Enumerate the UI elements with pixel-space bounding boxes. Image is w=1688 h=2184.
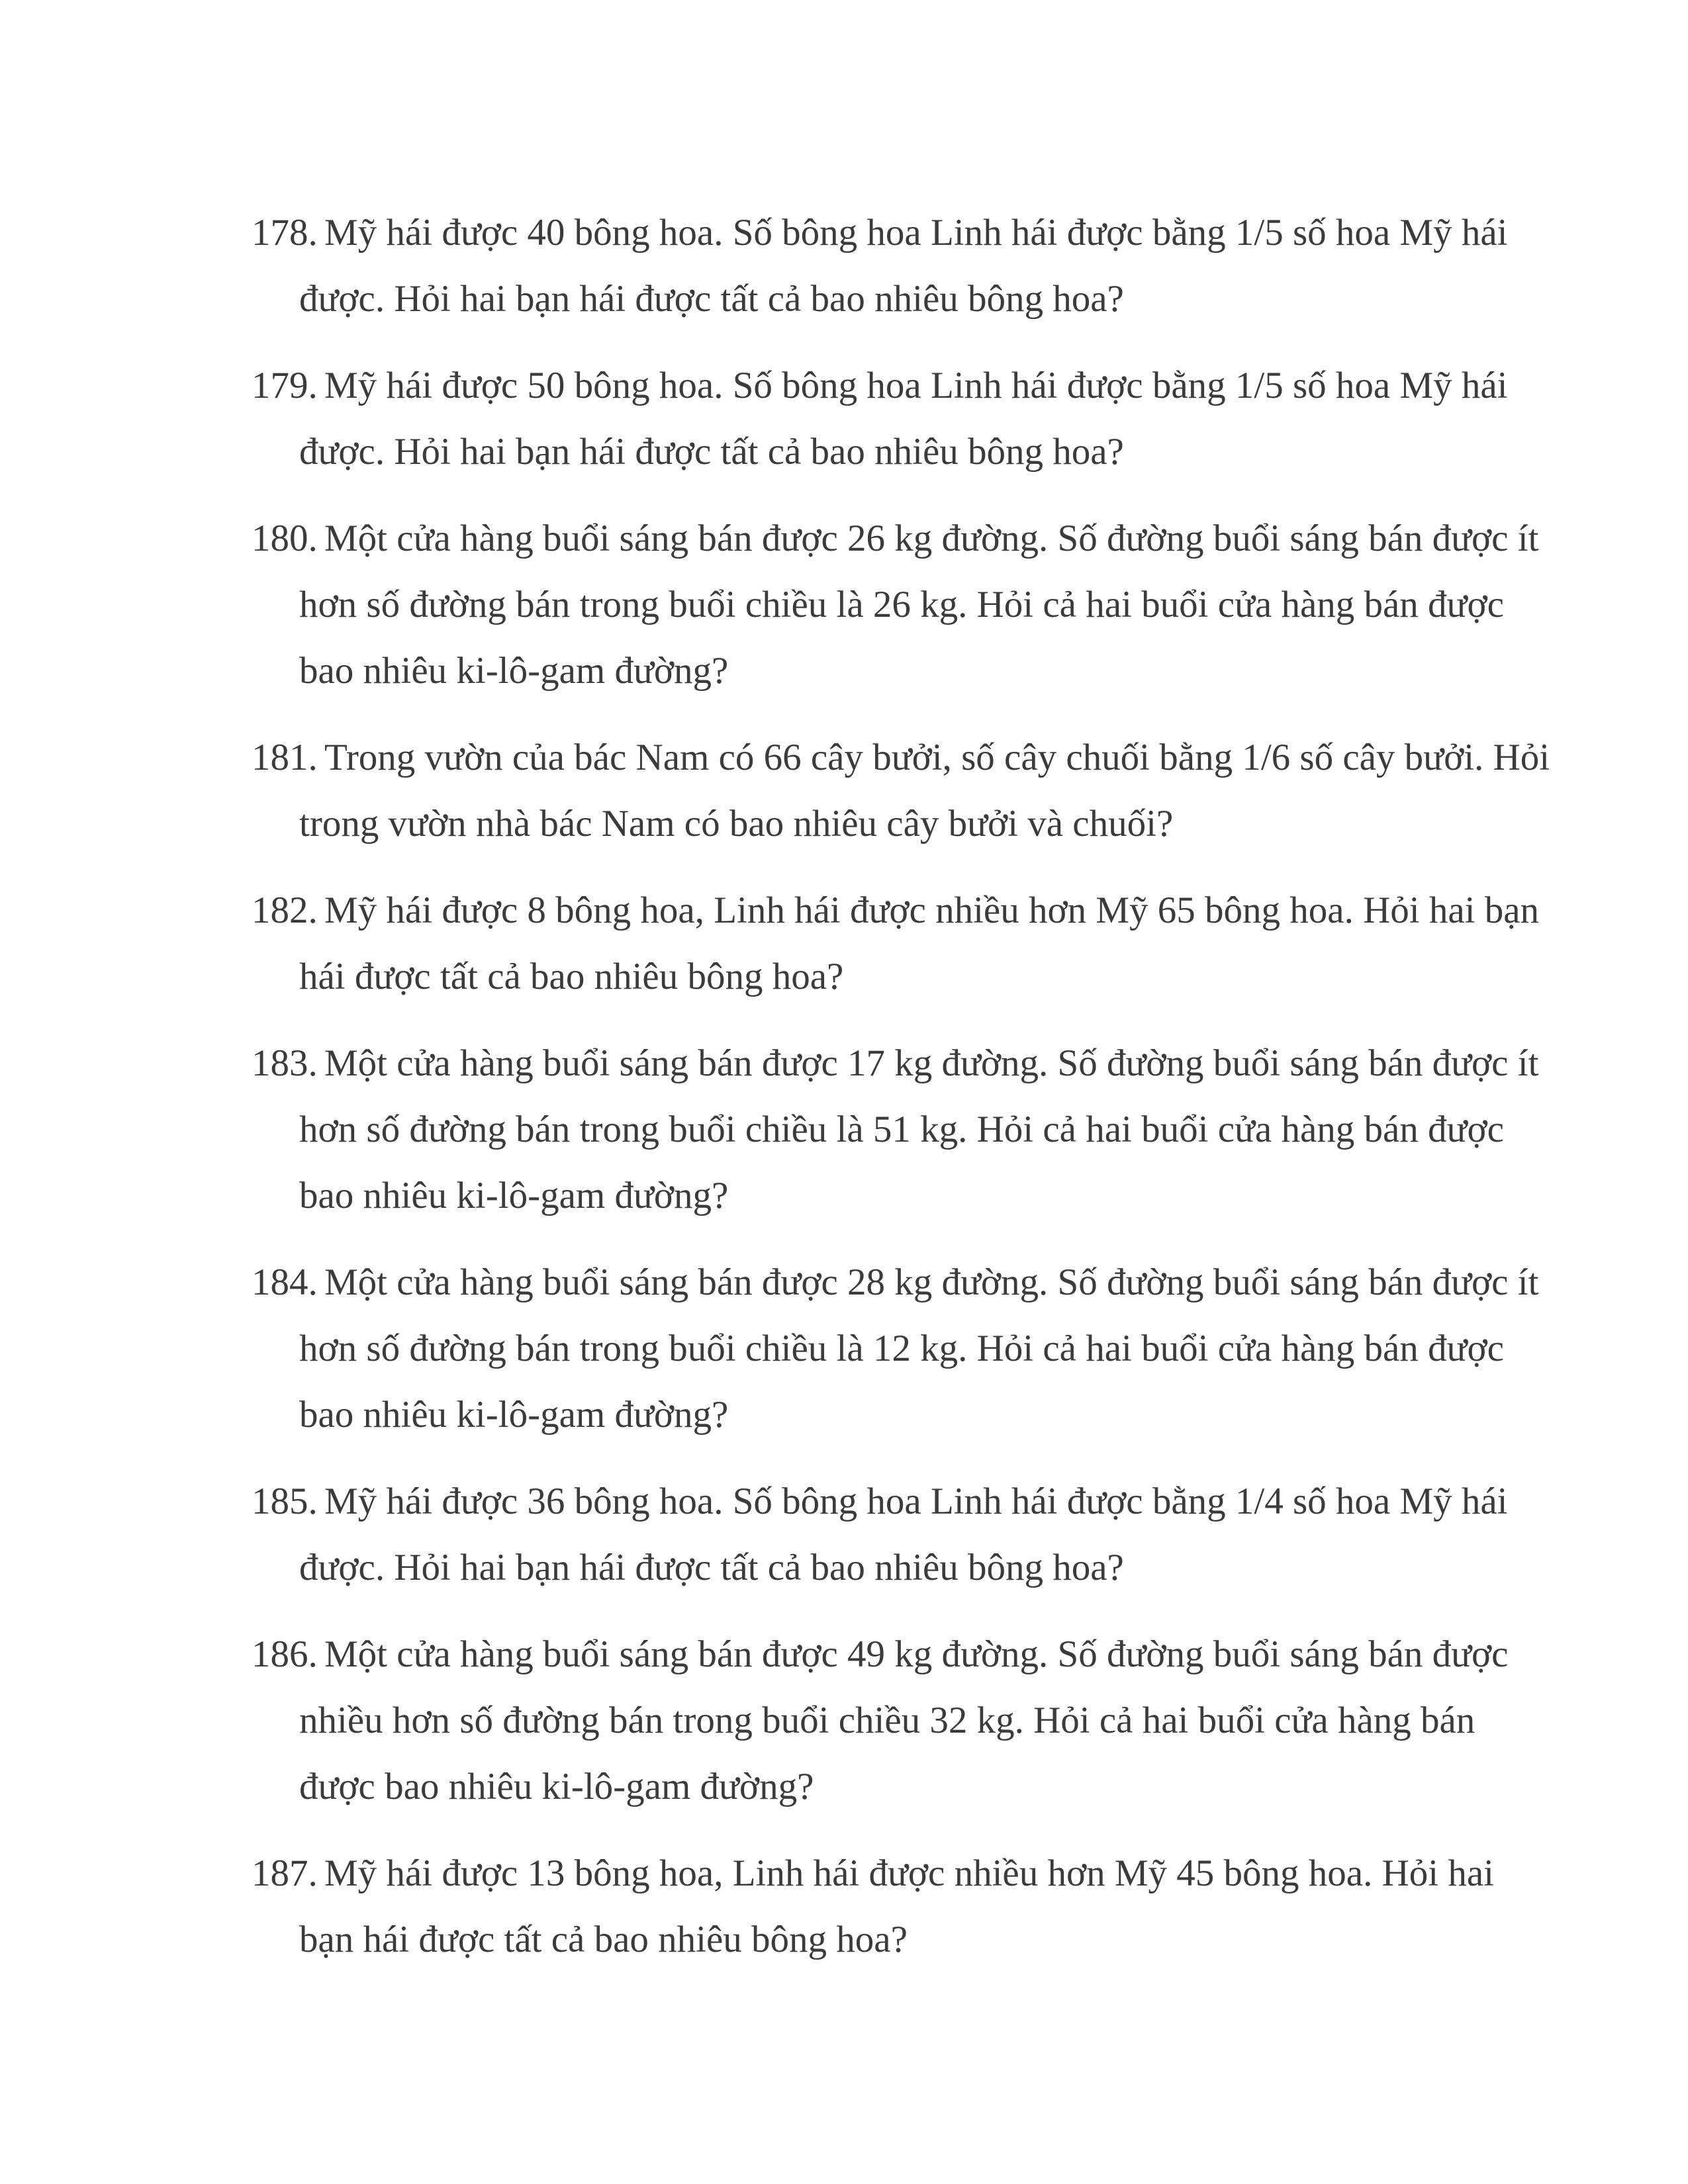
problem-list — [252, 200, 1550, 1993]
problem-item-185 — [252, 1469, 1508, 1601]
problem-number: 184. — [252, 1261, 318, 1303]
problem-line: hơn số đường bán trong buổi chiều là 12 kg. Hỏi cả hai buổi cửa hàng bán được — [299, 1328, 1504, 1369]
problem-item-183 — [252, 1030, 1539, 1229]
problem-line: Mỹ hái được 40 bông hoa. Số bông hoa Linh hái được bằng 1/5 số hoa Mỹ hái — [324, 212, 1508, 253]
problem-line: Mỹ hái được 13 bông hoa, Linh hái được nhiều hơn Mỹ 45 bông hoa. Hỏi hai — [324, 1852, 1494, 1894]
problem-line: bạn hái được tất cả bao nhiêu bông hoa? — [299, 1919, 908, 1960]
problem-item-178 — [252, 200, 1508, 332]
problem-line: Trong vườn của bác Nam có 66 cây bưởi, số cây chuối bằng 1/6 số cây bưởi. Hỏi — [324, 737, 1550, 778]
problem-item-186 — [252, 1621, 1509, 1820]
problem-line: trong vườn nhà bác Nam có bao nhiêu cây bưởi và chuối? — [299, 803, 1174, 844]
problem-line: bao nhiêu ki-lô-gam đường? — [299, 650, 729, 692]
problem-line: được. Hỏi hai bạn hái được tất cả bao nhiêu bông hoa? — [299, 278, 1124, 320]
problem-number: 179. — [252, 365, 318, 406]
problem-number: 185. — [252, 1480, 318, 1522]
problem-line: bao nhiêu ki-lô-gam đường? — [299, 1394, 729, 1435]
problem-line: Một cửa hàng buổi sáng bán được 49 kg đường. Số đường buổi sáng bán được — [324, 1633, 1509, 1675]
problem-number: 187. — [252, 1852, 318, 1894]
problem-line: Một cửa hàng buổi sáng bán được 28 kg đường. Số đường buổi sáng bán được ít — [324, 1261, 1539, 1303]
problem-number: 183. — [252, 1042, 318, 1084]
problem-line: bao nhiêu ki-lô-gam đường? — [299, 1175, 729, 1216]
problem-line: Mỹ hái được 50 bông hoa. Số bông hoa Linh hái được bằng 1/5 số hoa Mỹ hái — [324, 365, 1508, 406]
problem-number: 181. — [252, 737, 318, 778]
problem-line: hơn số đường bán trong buổi chiều là 51 kg. Hỏi cả hai buổi cửa hàng bán được — [299, 1109, 1504, 1150]
problem-line: hái được tất cả bao nhiêu bông hoa? — [299, 956, 844, 997]
problem-line: Mỹ hái được 8 bông hoa, Linh hái được nhiều hơn Mỹ 65 bông hoa. Hỏi hai bạn — [324, 889, 1540, 931]
problem-line: được bao nhiêu ki-lô-gam đường? — [299, 1766, 814, 1807]
problem-number: 178. — [252, 212, 318, 253]
problem-number: 186. — [252, 1633, 318, 1675]
problem-item-184 — [252, 1250, 1539, 1448]
problem-line: Mỹ hái được 36 bông hoa. Số bông hoa Linh hái được bằng 1/4 số hoa Mỹ hái — [324, 1480, 1508, 1522]
problem-line: Một cửa hàng buổi sáng bán được 17 kg đường. Số đường buổi sáng bán được ít — [324, 1042, 1539, 1084]
problem-item-181 — [252, 725, 1550, 857]
problem-line: Một cửa hàng buổi sáng bán được 26 kg đường. Số đường buổi sáng bán được ít — [324, 518, 1539, 559]
problem-number: 180. — [252, 518, 318, 559]
problem-line: hơn số đường bán trong buổi chiều là 26 kg. Hỏi cả hai buổi cửa hàng bán được — [299, 584, 1504, 625]
problem-item-187 — [252, 1841, 1494, 1973]
problem-number: 182. — [252, 889, 318, 931]
problem-item-180 — [252, 506, 1539, 704]
problem-line: được. Hỏi hai bạn hái được tất cả bao nhiêu bông hoa? — [299, 1547, 1124, 1588]
problem-item-179 — [252, 353, 1508, 485]
problem-item-182 — [252, 878, 1540, 1010]
problem-line: được. Hỏi hai bạn hái được tất cả bao nhiêu bông hoa? — [299, 431, 1124, 473]
problem-line: nhiều hơn số đường bán trong buổi chiều 32 kg. Hỏi cả hai buổi cửa hàng bán — [299, 1700, 1476, 1741]
